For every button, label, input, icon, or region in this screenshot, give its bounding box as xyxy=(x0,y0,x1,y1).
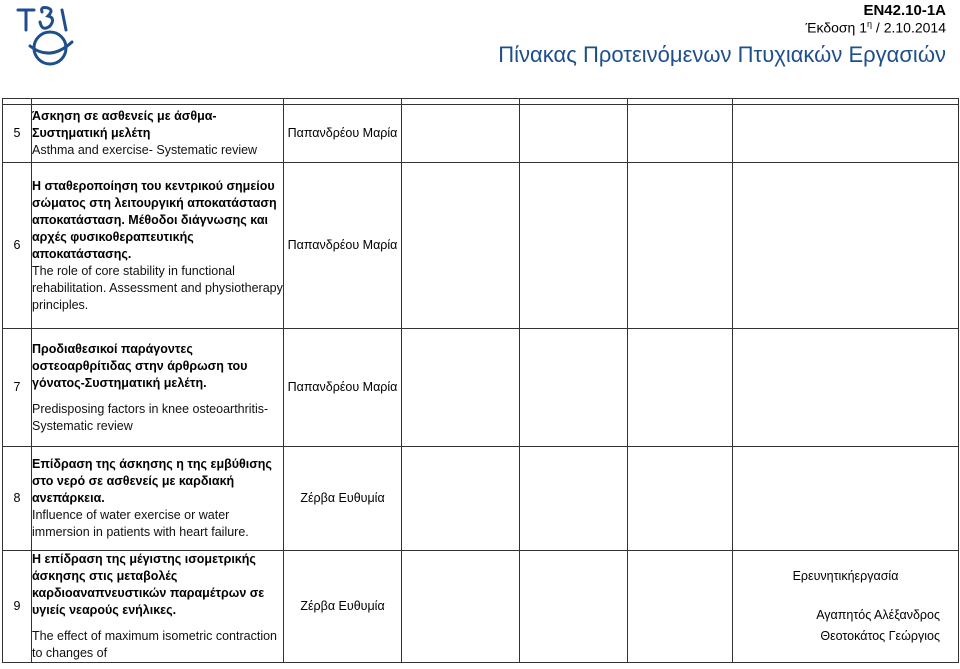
table-row xyxy=(3,105,959,163)
document-code: ΕΝ42.10-1Α xyxy=(863,2,946,19)
title-english: Predisposing factors in knee osteoarthritis-Systematic review xyxy=(32,401,269,433)
title-english: Asthma and exercise- Systematic review xyxy=(32,143,258,157)
supervisor: Ζέρβα Ευθυμία xyxy=(284,447,402,551)
document-header xyxy=(0,0,960,95)
row-number: 5 xyxy=(3,105,32,163)
supervisor: Ζέρβα Ευθυμία xyxy=(284,551,402,663)
thesis-topic xyxy=(32,163,284,329)
document-version: Έκδοση $1^\eta / 2.10.2014$ xyxy=(805,19,946,36)
title-greek: Η επίδραση της μέγιστης ισομετρικής άσκησης στις μεταβολές καρδιοαναπνευστικών παραμέτρων σε υγιείς νεαρούς ενήλικες. xyxy=(32,552,265,617)
student-name: Αγαπητός Αλέξανδρος xyxy=(816,608,940,622)
supervisor: Παπανδρέου Μαρία xyxy=(284,105,402,163)
title-greek: Επίδραση της άσκησης η της εμβύθισης στο νερό σε ασθενείς με καρδιακή ανεπάρκεια. xyxy=(32,457,272,505)
table-row xyxy=(3,329,959,447)
document-title: Πίνακας Προτεινόμενων Πτυχιακών Εργασιών xyxy=(498,42,946,67)
table-row xyxy=(3,163,959,329)
thesis-details xyxy=(733,551,959,663)
table-row xyxy=(3,551,959,663)
supervisor: Παπανδρέου Μαρία xyxy=(284,329,402,447)
table-row xyxy=(3,447,959,551)
supervisor: Παπανδρέου Μαρία xyxy=(284,163,402,329)
student-name: Θεοτοκάτος Γεώργιος xyxy=(820,629,940,643)
thesis-topic xyxy=(32,105,284,163)
title-english: Influence of water exercise or water immersion in patients with heart failure. xyxy=(32,508,249,539)
thesis-topic xyxy=(32,447,284,551)
thesis-table xyxy=(2,98,959,663)
row-number: 7 xyxy=(3,329,32,447)
row-number: 9 xyxy=(3,551,32,663)
title-english: The role of core stability in functional rehabilitation. Assessment and physiotherapy principles. xyxy=(32,263,283,312)
row-number: 8 xyxy=(3,447,32,551)
thesis-topic xyxy=(32,329,284,447)
row-number: 6 xyxy=(3,163,32,329)
title-english: The effect of maximum isometric contraction to changes of xyxy=(32,629,277,660)
thesis-topic xyxy=(32,551,284,663)
title-greek: Προδιαθεσικοί παράγοντες οστεοαρθρίτιδας στην άρθρωση του γόνατος-Συστηματική μελέτη. xyxy=(32,341,248,390)
title-greek: Άσκηση σε ασθενείς με άσθμα-Συστηματική μελέτη xyxy=(32,109,217,140)
thesis-type: Ερευνητικήεργασία xyxy=(792,569,899,583)
institution-logo xyxy=(12,2,88,66)
title-greek: Η σταθεροποίηση του κεντρικού σημείου σώματος στη λειτουργική αποκατάσταση αποκατάσταση. Μέθοδοι διάγνωσης και αρχές φυσικοθεραπευτικής αποκατάστασης. xyxy=(32,178,277,261)
